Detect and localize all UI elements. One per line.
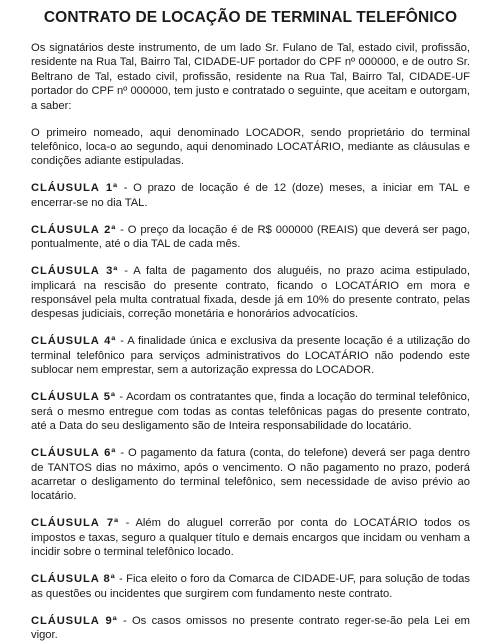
clause-label: CLÁUSULA 3ª (31, 265, 119, 278)
clause-text: - Os casos omissos no presente contrato reger-se-ão pela Lei em vigor. (31, 614, 470, 641)
clause-7 (31, 516, 470, 559)
clause-3 (31, 264, 470, 322)
clause-text: - A falta de pagamento dos aluguéis, no prazo acima estipulado, implicará na rescisão do presente contrato, ficando o LOCATÁRIO em mora e responsável pela multa contratual fixada, desde já em 10% do presente contrato, pelas despesas judiciais, correção monetária e honorários advocatícios. (31, 265, 470, 321)
clause-4 (31, 334, 470, 377)
clause-label: CLÁUSULA 6ª (31, 447, 117, 460)
clause-5 (31, 390, 470, 433)
clause-2 (31, 223, 470, 252)
clause-9 (31, 614, 470, 642)
clause-text: - Além do aluguel correrão por conta do LOCATÁRIO todos os impostos e taxas, seguro a qualquer título e demais encargos que incidam ou venham a incidir sobre o terminal telefônico locado. (31, 517, 470, 559)
document-title: CONTRATO DE LOCAÇÃO DE TERMINAL TELEFÔNICO (43, 9, 458, 26)
clause-label: CLÁUSULA 5ª (31, 391, 116, 404)
clause-label: CLÁUSULA 4ª (31, 335, 117, 348)
clause-text: - O preço da locação é de R$ 000000 (REAIS) que deverá ser pago, pontualmente, até o dia TAL de cada mês. (31, 223, 471, 251)
parties-paragraph: O primeiro nomeado, aqui denominado LOCADOR, sendo proprietário do terminal telefônico, loca-o ao segundo, aqui denominado LOCATÁRIO, mediante as cláusulas e condições adiante estipuladas. (31, 126, 470, 168)
clause-8 (31, 572, 470, 601)
clause-1 (31, 181, 470, 210)
clause-label: CLÁUSULA 8ª (31, 573, 116, 586)
clause-label: CLÁUSULA 2ª (31, 223, 117, 236)
clause-text: - O prazo de locação é de 12 (doze) meses, a iniciar em TAL e encerrar-se no dia TAL. (31, 182, 471, 209)
clause-label: CLÁUSULA 7ª (31, 517, 120, 530)
clause-text: - O pagamento da fatura (conta, do telefone) deverá ser paga dentro de TANTOS dias no máximo, após o vencimento. O não pagamento no prazo, poderá acarretar o desligamento do terminal telefônico, sem necessidade de aviso prévio ao locatário. (31, 447, 470, 503)
clause-text: - A finalidade única e exclusiva da presente locação é a utilização do terminal telefônico para serviços administrativos do LOCATÁRIO não podendo este sublocar nem emprestar, sem a autorização expressa do LOCADOR. (31, 335, 470, 377)
clause-text: - Fica eleito o foro da Comarca de CIDADE-UF, para solução de todas as questões ou incidentes que surgirem com fundamento neste contrato. (31, 573, 471, 600)
intro-paragraph: Os signatários deste instrumento, de um lado Sr. Fulano de Tal, estado civil, profissão, residente na Rua Tal, Bairro Tal, CIDADE-UF portador do CPF nº 000000, e de outro Sr. Beltrano de Tal, estado civil, profissão, residente na Rua Tal, Bairro Tal, CIDADE-UF portador do CPF nº 000000, tem justo e contratado o seguinte, que aceitam e outorgam, a saber: (31, 42, 470, 112)
clause-text: - Acordam os contratantes que, finda a locação do terminal telefônico, será o mesmo entregue com todas as contas telefônicas pagas do presente contrato, até a Data do seu desligamento são de Inteira responsabilidade do locatário. (31, 391, 471, 433)
clause-label: CLÁUSULA 9ª (31, 614, 118, 627)
clause-6 (31, 446, 470, 504)
clause-label: CLÁUSULA 1ª (31, 182, 119, 195)
